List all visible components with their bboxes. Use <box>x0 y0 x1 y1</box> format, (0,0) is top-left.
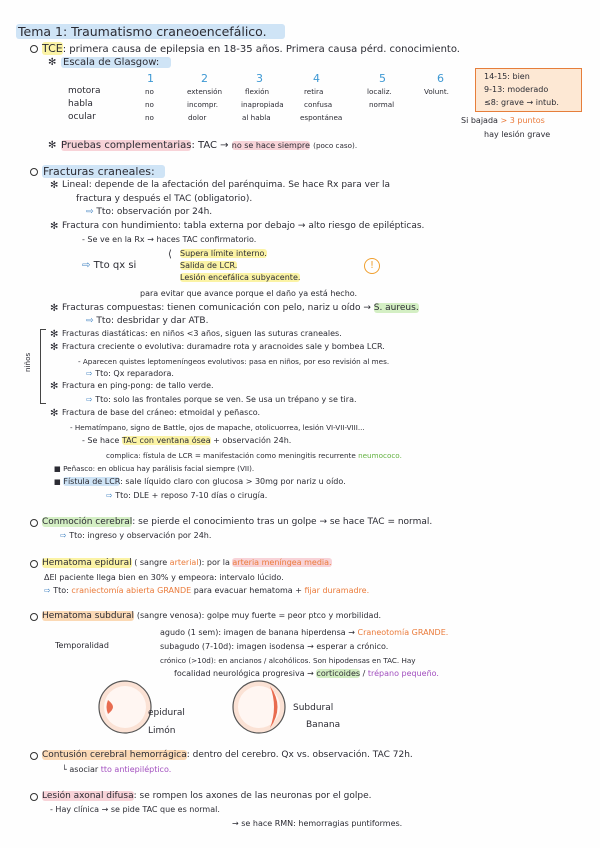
lineal-line-2: fractura y después el TAC (obligatorio). <box>76 194 253 204</box>
star-icon: ✻ <box>48 57 57 68</box>
qx-item: Supera límite interno. <box>180 249 267 258</box>
bullet-icon <box>30 45 38 53</box>
base-line-1: - Hematímpano, signo de Battle, ojos de mapache, otolicuorrea, lesión VI-VII-VIII... <box>70 423 365 432</box>
axonal-line: Lesión axonal difusa: se rompen los axones de las neuronas por el golpe. <box>42 791 372 801</box>
contusion-line: Contusión cerebral hemorrágica: dentro del cerebro. Qx vs. observación. TAC 72h. <box>42 750 413 760</box>
glasgow-cell: confusa <box>304 100 333 109</box>
glasgow-num-3: 3 <box>256 72 263 85</box>
epidural-line: Hematoma epidural ( sangre arterial): por la arteria meníngea media. <box>42 558 332 568</box>
glasgow-cell: retira <box>304 87 324 96</box>
glasgow-cell: al habla <box>242 113 271 122</box>
temporalidad-label: Temporalidad <box>55 641 109 650</box>
star-icon: ✻ <box>50 180 59 191</box>
tce-label: TCE <box>42 42 63 55</box>
glasgow-note: Si bajada > 3 puntos <box>461 116 545 125</box>
creciente-line-2: - Aparecen quistes leptomeníngeos evolutivos: pasa en niños, por eso revisión al mes. <box>78 357 390 366</box>
glasgow-cell: flexión <box>245 87 270 96</box>
tce-line <box>42 43 460 55</box>
page-title: Tema 1: Traumatismo craneoencefálico. <box>16 26 285 39</box>
hundimiento-line: Fractura con hundimiento: tabla externa por debajo → alto riesgo de epilépticas. <box>62 221 425 231</box>
glasgow-cell: incompr. <box>187 100 219 109</box>
arrow-right-icon: ⇨ <box>82 260 91 271</box>
glasgow-cell: localiz. <box>367 87 392 96</box>
glasgow-score-box <box>475 68 582 112</box>
subagudo-line: subagudo (7-10d): imagen isodensa → esperar a crónico. <box>160 642 389 651</box>
glasgow-note-2: hay lesión grave <box>484 130 551 139</box>
base-line-2: - Se hace TAC con ventana ósea + observación 24h. <box>82 436 292 445</box>
subdural-brain-image <box>230 678 288 736</box>
base-line-3: complica: fístula de LCR = manifestación como meningitis recurrente neumococo. <box>106 451 402 460</box>
glasgow-num-5: 5 <box>379 72 386 85</box>
arrow-right-icon: ⇨ <box>86 207 94 217</box>
square-bullet-icon: ■ <box>54 464 61 473</box>
glasgow-num-6: 6 <box>437 72 444 85</box>
epidural-brain-image <box>96 678 154 736</box>
star-icon: ✻ <box>50 303 59 314</box>
lineal-tto: ⇨ Tto: observación por 24h. <box>86 207 213 217</box>
epidural-tto: ⇨ Tto: craniectomía abierta GRANDE para evacuar hematoma + fijar duramadre. <box>44 586 370 595</box>
star-icon: ✻ <box>50 408 59 419</box>
compuestas-line: Fracturas compuestas: tienen comunicación con pelo, nariz u oído → S. aureus. <box>62 303 419 313</box>
glasgow-num-1: 1 <box>147 72 154 85</box>
glasgow-row-label: motora <box>68 86 101 96</box>
lineal-line: Lineal: depende de la afectación del parénquima. Se hace Rx para ver la <box>62 180 391 190</box>
cronico-line: crónico (>10d): en ancianos / alcohólicos. Son hipodensas en TAC. Hay <box>160 656 416 665</box>
bullet-icon <box>30 168 38 176</box>
base-line: Fractura de base del cráneo: etmoidal y peñasco. <box>62 408 261 417</box>
square-bullet-icon: ■ <box>54 477 61 486</box>
arrow-right-icon: ⇨ <box>86 369 93 378</box>
star-icon: ✻ <box>50 221 59 232</box>
glasgow-num-4: 4 <box>313 72 320 85</box>
penasco-line: ■ Peñasco: en oblicua hay parálisis facial siempre (VII). <box>54 464 255 473</box>
arrow-right-icon: ⇨ <box>106 491 113 500</box>
glasgow-num-2: 2 <box>201 72 208 85</box>
contusion-sub: └ asociar tto antiepiléptico. <box>62 765 172 774</box>
star-icon: ✻ <box>50 381 59 392</box>
hundimiento-line-2: - Se ve en la Rx → haces TAC confirmatorio. <box>82 235 257 244</box>
glasgow-row-label: habla <box>68 99 93 109</box>
glasgow-cell: extensión <box>187 87 223 96</box>
agudo-line: agudo (1 sem): imagen de banana hiperdensa → Craneotomía GRANDE. <box>160 628 449 637</box>
arrow-right-icon: ⇨ <box>86 316 94 326</box>
warning-icon: ! <box>364 258 380 274</box>
arrow-right-icon: ⇨ <box>86 395 93 404</box>
fracturas-title: Fracturas craneales: <box>42 166 165 177</box>
glasgow-cell: normal <box>369 100 395 109</box>
pingpong-line: Fractura en ping-pong: de tallo verde. <box>62 381 214 390</box>
glasgow-box-line: ≤8: grave → intub. <box>484 98 559 107</box>
conmocion-line: Conmoción cerebral: se pierde el conocimiento tras un golpe → se hace TAC = normal. <box>42 517 433 527</box>
subdural-line: Hematoma subdural (sangre venosa): golpe muy fuerte = peor ptco y morbilidad. <box>42 611 382 621</box>
bullet-icon <box>30 793 38 801</box>
bullet-icon <box>30 519 38 527</box>
pingpong-tto: ⇨ Tto: solo las frontales porque se ven. Se usa un trépano y se tira. <box>86 395 357 404</box>
glasgow-cell: espontánea <box>300 113 343 122</box>
glasgow-cell: no <box>145 100 154 109</box>
brace-icon: ⟨ <box>168 249 172 260</box>
compuestas-tto: ⇨ Tto: desbridar y dar ATB. <box>86 316 209 326</box>
glasgow-cell: inapropiada <box>241 100 284 109</box>
axonal-line-2: - Hay clínica → se pide TAC que es normal. <box>50 805 220 814</box>
star-icon: ✻ <box>50 342 59 353</box>
star-icon: ✻ <box>48 140 57 151</box>
qx-item: Salida de LCR. <box>180 261 238 270</box>
bullet-icon <box>30 613 38 621</box>
glasgow-title: Escala de Glasgow: <box>61 58 171 68</box>
fistula-tto: ⇨ Tto: DLE + reposo 7-10 días o cirugía. <box>106 491 268 500</box>
arrow-right-icon: ⇨ <box>44 586 51 595</box>
glasgow-cell: Volunt. <box>424 87 449 96</box>
pruebas-line: Pruebas complementarias: TAC → no se hace siempre (poco caso). <box>61 140 358 151</box>
tto-qx: ⇨ Tto qx si <box>82 260 137 271</box>
bullet-icon <box>30 752 38 760</box>
subdural-shape-label: Banana <box>306 720 341 730</box>
qx-note: para evitar que avance porque el daño ya está hecho. <box>140 289 358 298</box>
arrow-right-icon: ⇨ <box>60 531 67 540</box>
creciente-line: Fractura creciente o evolutiva: duramadre rota y aracnoides sale y bombea LCR. <box>62 342 385 351</box>
creciente-tto: ⇨ Tto: Qx reparadora. <box>86 369 174 378</box>
epidural-shape-label: Limón <box>148 726 176 736</box>
conmocion-tto: ⇨ Tto: ingreso y observación por 24h. <box>60 531 212 540</box>
ninos-bracket <box>40 329 46 404</box>
fistula-line: ■ Fístula de LCR: sale líquido claro con glucosa > 30mg por nariz u oído. <box>54 477 346 486</box>
tce-text: : primera causa de epilepsia en 18-35 años. Primera causa pérd. conocimiento. <box>62 44 460 55</box>
axonal-line-3: → se hace RMN: hemorragias puntiformes. <box>232 819 403 828</box>
subdural-img-label: Subdural <box>293 703 334 713</box>
glasgow-box-line: 9-13: moderado <box>484 85 549 94</box>
diastaticas-line: Fracturas diastáticas: en niños <3 años, siguen las suturas craneales. <box>62 329 342 338</box>
glasgow-box-line: 14-15: bien <box>484 72 530 81</box>
glasgow-row-label: ocular <box>68 112 96 122</box>
epidural-img-label: epidural <box>148 708 185 718</box>
cronico-line-2: focalidad neurológica progresiva → corticoides / trépano pequeño. <box>174 669 439 678</box>
star-icon: ✻ <box>50 329 59 340</box>
ninos-label: niños <box>23 352 32 372</box>
epidural-line-2: ΔEl paciente llega bien en 30% y empeora: intervalo lúcido. <box>44 573 284 582</box>
bullet-icon <box>30 560 38 568</box>
qx-item: Lesión encefálica subyacente. <box>180 273 301 282</box>
glasgow-cell: dolor <box>188 113 207 122</box>
glasgow-cell: no <box>145 87 154 96</box>
glasgow-cell: no <box>145 113 154 122</box>
